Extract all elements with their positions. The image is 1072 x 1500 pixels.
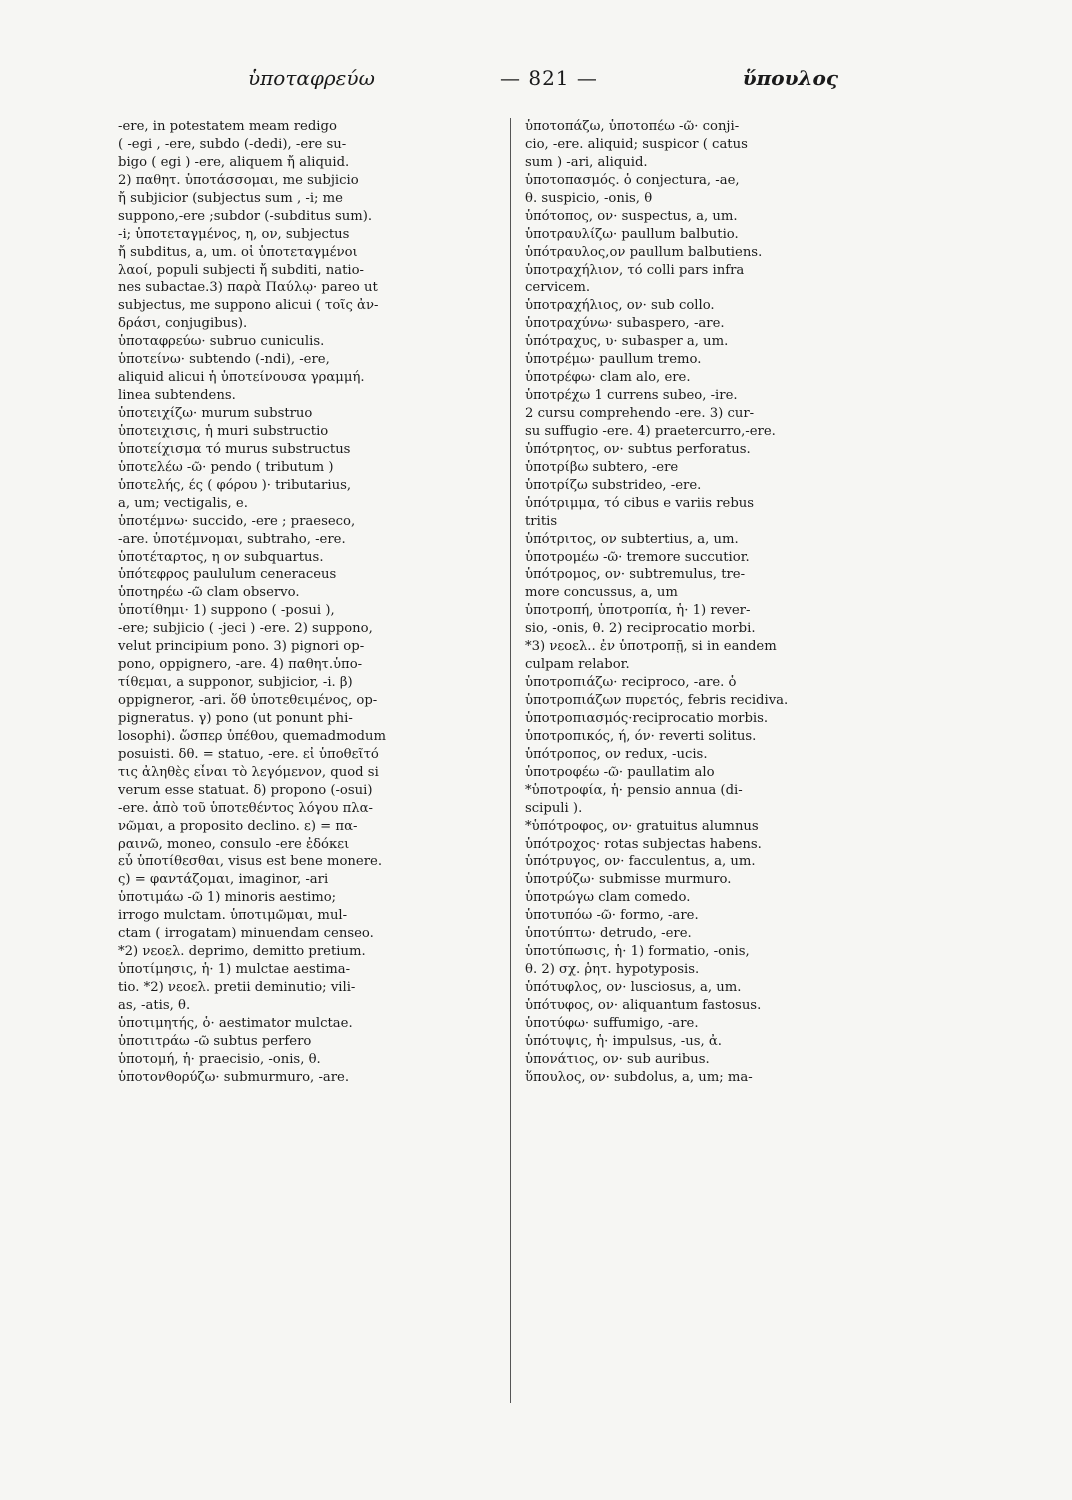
entry-line: tio. *2) νεοελ. pretii deminutio; vili- [118, 980, 356, 995]
entry-line: ὑποτραυλίζω· paullum balbutio. [525, 226, 739, 242]
entry-line: sio, -onis, θ. 2) reciprocatio morbi. [525, 621, 756, 637]
entry-line: more concussus, a, um [525, 585, 678, 601]
entry-line: ὑποτροπικός, ή, όν· reverti solitus. [525, 728, 757, 744]
entry-line: ὑποτρίζω substrideo, -ere. [525, 477, 702, 493]
entry-line: τίθεμαι, a supponor, subjicior, -i. β) [118, 675, 353, 691]
entry-line: θ. suspicio, -onis, θ [525, 190, 653, 206]
entry-line: ὑπότροπος, ον redux, -ucis. [525, 746, 708, 762]
entry-line: ὑποτρέμω· paullum tremo. [525, 352, 702, 368]
entry-line: ὑπότεφρος paululum ceneraceus [118, 567, 337, 583]
entry-line: ὑποτίμησις, ἡ· 1) mulctae aestima- [118, 962, 351, 978]
entry-line: 2) παθητ. ὑποτάσσομαι, me subjicio [118, 172, 359, 188]
entry-line: ctam ( irrogatam) minuendam censeo. [118, 926, 374, 942]
entry-line: ὑπονάτιος, ον· sub auribus. [525, 1051, 710, 1067]
entry-line: ὑποτροπιάζω· reciproco, -are. ὁ [525, 675, 737, 691]
entry-line: ὑποτειχισις, ἡ muri substructio [118, 423, 329, 439]
entry-line: λαοί, populi subjecti ἤ subditi, natio- [118, 262, 365, 278]
entry-line: ὑποτρέφω· clam alo, ere. [525, 370, 691, 386]
entry-line: -i; ὑποτεταγμένος, η, ον, subjectus [118, 226, 350, 242]
entry-line: ὑποτείχισμα τό murus substructus [118, 441, 351, 457]
entry-line: ὑποτοπασμός. ὁ conjectura, -ae, [525, 172, 740, 188]
entry-line: ( -egi , -ere, subdo (-dedi), -ere su- [118, 136, 347, 152]
entry-line: ὑποτροπή, ὑποτροπία, ἡ· 1) rever- [525, 603, 751, 619]
entry-line: -ere. ἀπὸ τοῦ ὑποτεθέντος λόγου πλα- [118, 800, 373, 816]
entry-line: ὑποτονθορύζω· submurmuro, -are. [118, 1069, 350, 1085]
entry-line: ὑποτείνω· subtendo (-ndi), -ere, [118, 352, 330, 368]
entry-line: ὑποτροπιασμός·reciprocatio morbis. [525, 710, 769, 726]
entry-line: posuisti. δθ. = statuo, -ere. εἰ ὑποθεῖτό [118, 746, 379, 762]
entry-line: ς) = φαντάζομαι, imaginor, -ari [118, 872, 329, 888]
entry-line: ὑποτύπτω· detrudo, -ere. [525, 926, 692, 942]
entry-line: *3) νεοελ.. ἐν ὑποτροπῇ, si in eandem [525, 639, 777, 655]
column-divider [510, 118, 511, 1403]
entry-line: ὑποτηρέω -ῶ clam observo. [118, 585, 300, 601]
entry-line: ὑποτρίβω subtero, -ere [525, 459, 679, 475]
entry-line: a, um; vectigalis, e. [118, 495, 248, 511]
running-head [248, 66, 838, 100]
entry-line: ὑπότριμμα, τό cibus e variis rebus [525, 495, 755, 511]
entry-line: ὑποτροφέω -ῶ· paullatim alo [525, 764, 715, 780]
entry-line: -ere, in potestatem meam redigo [118, 119, 337, 134]
entry-line: as, -atis, θ. [118, 997, 191, 1013]
entry-line: culpam relabor. [525, 657, 630, 673]
entry-line: ραινῶ, moneo, consulo -ere ἐδόκει [118, 836, 350, 852]
entry-line: -ere; subjicio ( -jeci ) -ere. 2) suppono, [118, 621, 373, 637]
entry-line: losophi). ὥσπερ ὑπέθου, quemadmodum [118, 728, 386, 744]
entry-line: ὑποταφρεύω· subruo cuniculis. [118, 334, 325, 350]
entry-line: oppigneror, -ari. ὅθ ὑποτεθειμένος, op- [118, 693, 378, 708]
entry-line: ὑποτοπάζω, ὑποτοπέω -ῶ· conji- [525, 119, 740, 134]
entry-line: scipuli ). [525, 800, 583, 816]
entry-line: nes subactae.3) παρὰ Παύλῳ· pareo ut [118, 280, 378, 296]
entry-line: ὑποτραχύνω· subaspero, -are. [525, 316, 725, 332]
entry-line: irrogo mulctam. ὑποτιμῶμαι, mul- [118, 908, 348, 924]
entry-line: verum esse statuat. δ) propono (-osui) [118, 782, 373, 798]
entry-line: ὑπότοπος, ον· suspectus, a, um. [525, 208, 738, 224]
entry-line: ὑποτέταρτος, η ον subquartus. [118, 549, 324, 565]
entry-line: cio, -ere. aliquid; suspicor ( catus [525, 136, 748, 152]
left-column [118, 118, 518, 1087]
entry-line: ὑποτυπόω -ῶ· formo, -are. [525, 908, 699, 924]
entry-line: ὑποτομή, ἡ· praecisio, -onis, θ. [118, 1051, 321, 1067]
entry-line: ὑποτραχήλιον, τό colli pars infra [525, 262, 745, 278]
entry-line: sum ) -ari, aliquid. [525, 154, 648, 170]
entry-line: ὑπότροχος· rotas subjectas habens. [525, 836, 762, 852]
entry-line: ὑποτρομέω -ῶ· tremore succutior. [525, 549, 750, 565]
entry-line: ὑπότυψις, ἡ· impulsus, -us, ἀ. [525, 1033, 722, 1049]
entry-line: εὖ ὑποτίθεσθαι, visus est bene monere. [118, 854, 383, 870]
entry-line: ὑποτρέχω 1 currens subeo, -ire. [525, 388, 738, 404]
entry-line: ὑποτελέω -ῶ· pendo ( tributum ) [118, 459, 334, 475]
entry-line: aliquid alicui ἡ ὑποτείνουσα γραμμή. [118, 370, 365, 386]
entry-line: cervicem. [525, 280, 591, 296]
entry-line: ὕπουλος, ον· subdolus, a, um; ma- [525, 1069, 753, 1085]
entry-line: ὑποτρύζω· submisse murmuro. [525, 872, 732, 888]
entry-line: ὑποτελής, ές ( φόρου )· tributarius, [118, 477, 352, 493]
entry-line: νῶμαι, a proposito declino. ε) = πα- [118, 818, 358, 834]
entry-line: ὑποτιμητής, ὁ· aestimator mulctae. [118, 1015, 353, 1031]
entry-line: ὑποτιμάω -ῶ 1) minoris aestimo; [118, 890, 337, 906]
entry-line: τις ἀληθὲς εἶναι τὸ λεγόμενον, quod si [118, 764, 379, 780]
entry-line: ὑποτρώγω clam comedo. [525, 890, 691, 906]
entry-line: ἤ subditus, a, um. οἱ ὑποτεταγμένοι [118, 244, 358, 260]
entry-line: ὑπότυφλος, ον· lusciosus, a, um. [525, 980, 742, 995]
entry-line: ὑπότυφος, ον· aliquantum fastosus. [525, 997, 762, 1013]
entry-line: ὑποτύπωσις, ἡ· 1) formatio, -onis, [525, 944, 750, 960]
entry-line: ὑποτιτράω -ῶ subtus perfero [118, 1033, 312, 1049]
entry-line: linea subtendens. [118, 388, 236, 404]
right-column [525, 118, 925, 1087]
entry-line: ὑποτίθημι· 1) suppono ( -posui ), [118, 603, 335, 619]
entry-line: su suffugio -ere. 4) praetercurro,-ere. [525, 423, 776, 439]
entry-line: ὑπότρυγος, ον· facculentus, a, um. [525, 854, 756, 870]
entry-line: ὑποτύφω· suffumigo, -are. [525, 1015, 699, 1031]
entry-line: θ. 2) σχ. ῥητ. hypotyposis. [525, 962, 700, 978]
entry-line: pono, oppignero, -are. 4) παθητ.ὑπο- [118, 657, 363, 673]
entry-line: *2) νεοελ. deprimo, demitto pretium. [118, 944, 366, 960]
entry-line: ὑπότρομος, ον· subtremulus, tre- [525, 567, 746, 583]
entry-line: suppono,-ere ;subdor (-subditus sum). [118, 208, 373, 224]
entry-line: ὑποτροπιάζων πυρετός, febris recidiva. [525, 693, 789, 708]
entry-line: ἤ subjicior (subjectus sum , -i; me [118, 190, 343, 206]
entry-line: *ὑπότροφος, ον· gratuitus alumnus [525, 818, 759, 834]
header-right-word: ὕπουλος [742, 66, 838, 90]
entry-line: -are. ὑποτέμνομαι, subtraho, -ere. [118, 531, 346, 547]
entry-line: subjectus, me suppono alicui ( τοῖς ἀν- [118, 298, 379, 314]
entry-line: ὑπότριτος, ον subtertius, a, um. [525, 531, 739, 547]
entry-line: 2 cursu comprehendo -ere. 3) cur- [525, 406, 755, 421]
entry-line: ὑπότραυλος,ον paullum balbutiens. [525, 244, 763, 260]
header-left-word: ὑποταφρεύω [248, 66, 375, 90]
entry-line: ὑπότραχυς, υ· subasper a, um. [525, 334, 729, 350]
entry-line: ὑποτραχήλιος, ον· sub collo. [525, 298, 715, 314]
entry-line: ὑποτειχίζω· murum substruo [118, 406, 313, 421]
entry-line: δράσι, conjugibus). [118, 316, 248, 332]
entry-line: bigo ( egi ) -ere, aliquem ἤ aliquid. [118, 154, 350, 170]
entry-line: tritis [525, 513, 558, 529]
entry-line: pigneratus. γ) pono (ut ponunt phi- [118, 710, 353, 726]
entry-line: ὑπότρητος, ον· subtus perforatus. [525, 441, 751, 457]
entry-line: velut principium pono. 3) pignori op- [118, 639, 365, 655]
entry-line: *ὑποτροφία, ἡ· pensio annua (di- [525, 782, 743, 798]
entry-line: ὑποτέμνω· succido, -ere ; praeseco, [118, 513, 356, 529]
page-number: — 821 — [500, 66, 598, 90]
